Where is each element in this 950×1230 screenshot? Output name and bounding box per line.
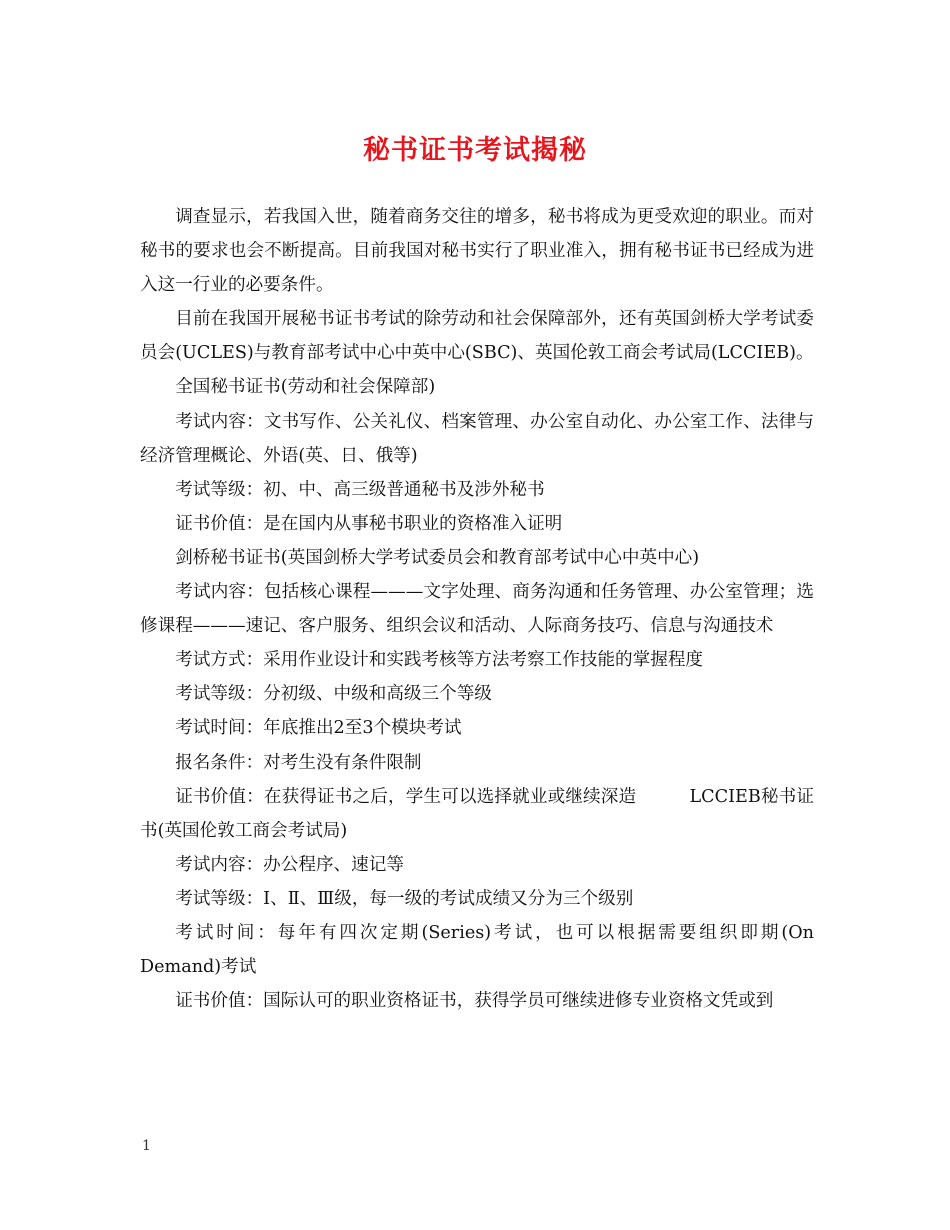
paragraph-cambridge-level: 考试等级：分初级、中级和高级三个等级 [175,684,492,705]
section-heading-national: 全国秘书证书(劳动和社会保障部) [175,377,436,398]
paragraph-cambridge-content: 考试内容：包括核心课程———文字处理、商务沟通和任务管理、办公室管理；选修课程———速记、客户服务、组织会议和活动、人际商务技巧、信息与沟通技术 [140,582,814,637]
paragraph-cambridge-method: 考试方式：采用作业设计和实践考核等方法考察工作技能的掌握程度 [175,650,704,671]
paragraph-lccieb-level: 考试等级：Ⅰ、Ⅱ、Ⅲ级，每一级的考试成绩又分为三个级别 [175,888,634,909]
paragraph-national-content: 考试内容：文书写作、公关礼仪、档案管理、办公室自动化、办公室工作、法律与经济管理概论、外语(英、日、俄等) [140,411,814,466]
page-title: 秘书证书考试揭秘 [363,135,587,166]
paragraph-cambridge-requirement: 报名条件：对考生没有条件限制 [175,752,422,773]
paragraph-cambridge-value: 证书价值：在获得证书之后，学生可以选择就业或继续深造 LCCIEB秘书证书(英国伦敦工商会考试局) [140,786,814,841]
page-number: 1 [142,1138,151,1154]
paragraph-cambridge-time: 考试时间：年底推出2至3个模块考试 [175,718,462,739]
paragraph-lccieb-time: 考试时间：每年有四次定期(Series)考试，也可以根据需要组织即期(On Demand)考试 [140,922,814,978]
paragraph-national-value: 证书价值：是在国内从事秘书职业的资格准入证明 [175,513,563,534]
paragraph-lccieb-content: 考试内容：办公程序、速记等 [175,854,404,875]
document-body [140,200,814,1018]
paragraph-lccieb-value: 证书价值：国际认可的职业资格证书，获得学员可继续进修专业资格文凭或到 [175,991,774,1012]
section-heading-cambridge: 剑桥秘书证书(英国剑桥大学考试委员会和教育部考试中心中英中心) [175,547,700,568]
paragraph-national-level: 考试等级：初、中、高三级普通秘书及涉外秘书 [175,479,545,500]
paragraph-overview: 目前在我国开展秘书证书考试的除劳动和社会保障部外，还有英国剑桥大学考试委员会(UCLES)与教育部考试中心中英中心(SBC)、英国伦敦工商会考试局(LCCIEB)。 [140,309,814,364]
paragraph-intro: 调查显示，若我国入世，随着商务交往的增多，秘书将成为更受欢迎的职业。而对秘书的要求也会不断提高。目前我国对秘书实行了职业准入，拥有秘书证书已经成为进入这一行业的必要条件。 [140,207,814,296]
